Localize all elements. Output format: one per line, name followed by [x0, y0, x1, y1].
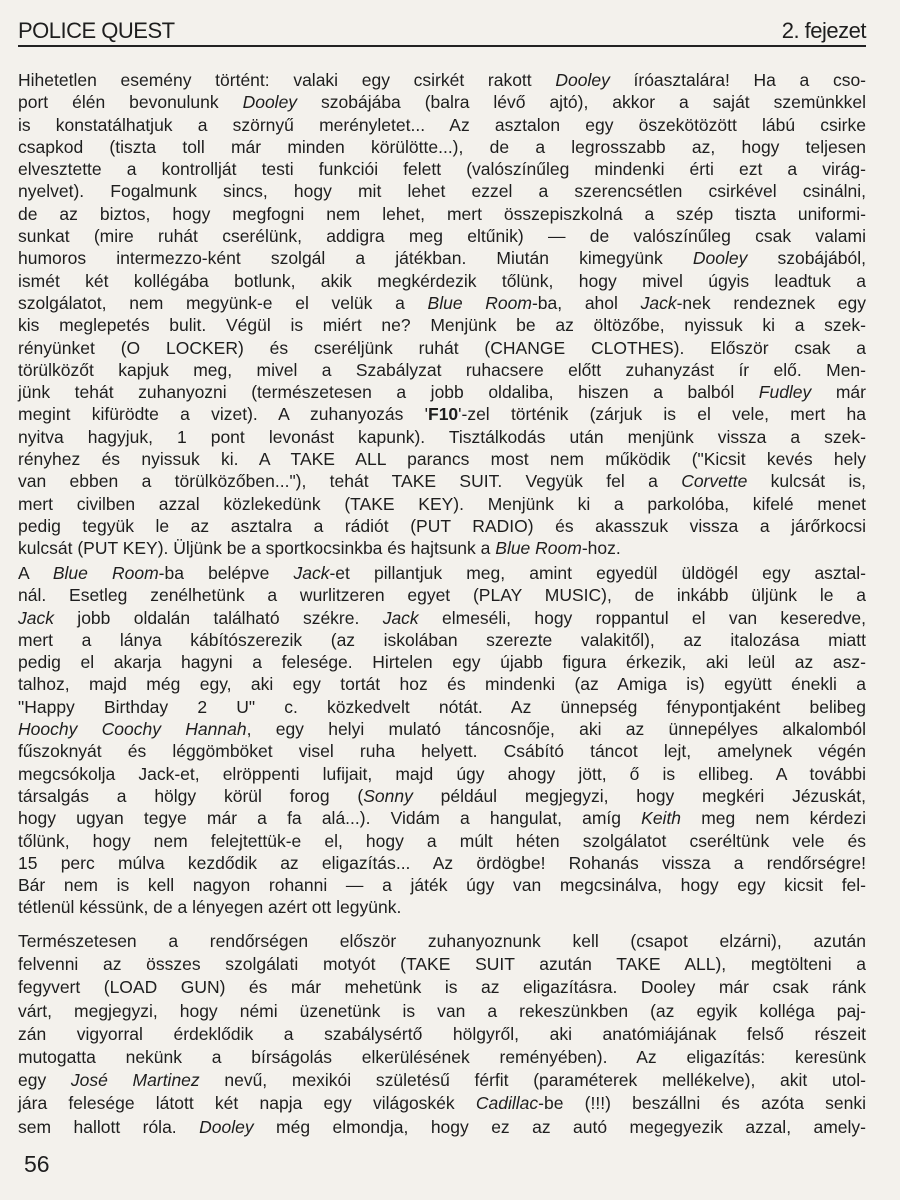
text-line: [18, 292, 866, 314]
italic-text: José Martinez: [70, 1070, 200, 1091]
text-line: [18, 270, 866, 292]
running-title: POLICE QUEST: [18, 18, 175, 43]
text-run: 15 perc múlva kezdődik az eligazítás... Az ördögbe! Rohanás vissza a rendőrségre!: [18, 852, 866, 873]
text-run: felvenni az összes szolgálati motyót (TAKE SUIT azután TAKE ALL), megtölteni a: [18, 954, 866, 975]
text-run: de az biztos, hogy megfogni nem lehet, mert összepiszkolná a szép tiszta uniformi-: [18, 203, 866, 224]
chapter-label: 2. fejezet: [781, 18, 866, 43]
italic-text: Jack: [293, 563, 330, 583]
text-line: [18, 225, 866, 247]
text-run: már: [811, 382, 866, 403]
text-line: [18, 247, 866, 269]
text-run: -et pillantjuk meg, amint egyedül üldögél egy asztal-: [329, 563, 866, 583]
text-line: [18, 337, 866, 359]
italic-text: Fudley: [758, 382, 812, 403]
text-run: Hihetetlen esemény történt: valaki egy csirkét rakott: [18, 70, 556, 90]
italic-text: Dooley: [555, 70, 610, 90]
italic-text: Blue Room: [427, 292, 532, 313]
text-run: sem hallott róla.: [18, 1116, 200, 1137]
text-line: [18, 1023, 866, 1046]
text-run: még elmondja, hogy ez az autó megegyezik azzal, amely-: [253, 1116, 866, 1137]
text-line: [18, 1092, 866, 1115]
text-run: , egy helyi mulató táncosnője, aki az ünnepélyes alkalomból: [246, 719, 866, 740]
text-run: mert civilben azzal közlekedünk (TAKE KEY). Menjünk ki a parkolóba, kifelé menet: [18, 493, 866, 514]
italic-text: Blue Room: [495, 538, 582, 559]
text-line: [18, 448, 866, 470]
text-run: tőlünk, hogy nem felejtettük-e el, hogy a múlt héten szolgálatot cseréltünk vele és: [18, 830, 866, 851]
text-line: [18, 203, 866, 225]
text-run: nyelvet). Fogalmunk sincs, hogy mit lehet ezzel a szerencsétlen csirkével csinálni,: [18, 181, 866, 202]
italic-text: Jack: [382, 607, 419, 628]
text-run: csapkod (tiszta toll már minden körülötte...), de a legrosszabb az, hogy teljesen: [18, 136, 866, 157]
text-run: meg nem kérdezi: [681, 808, 867, 829]
italic-text: Sonny: [363, 785, 413, 806]
text-run: humoros intermezzo-ként szolgál a játékban. Miután kimegyünk: [18, 248, 693, 269]
text-run: nál. Esetleg zenélhetünk a wurlitzeren egyet (PLAY MUSIC), de inkább üljünk le a: [18, 585, 866, 606]
text-run: pedig tegyük le az asztalra a rádiót (PUT RADIO) és akasszuk vissza a járőrkocsi: [18, 515, 866, 536]
italic-text: Keith: [641, 808, 682, 829]
text-run: pedig el akarja hagyni a felesége. Hirtelen egy újabb figura érkezik, aki leül az asz-: [18, 652, 866, 673]
text-run: -nek rendeznek egy: [676, 292, 866, 313]
text-run: elvesztette a kontrollját testi funkciói felett (valószínűleg mindenki érti ezt a virág-: [18, 159, 866, 180]
text-run: elmeséli, hogy roppantul el van keseredve,: [418, 607, 867, 628]
text-run: -hoz.: [581, 538, 621, 559]
italic-text: Hoochy Coochy Hannah: [18, 719, 247, 740]
text-run: fegyvert (LOAD GUN) és már mehetünk is az eligazításra. Dooley már csak ránk: [18, 977, 866, 998]
text-run: rényünket (O LOCKER) és cseréljünk ruhát (CHANGE CLOTHES). Először csak a: [18, 337, 866, 358]
italic-text: Jack: [640, 292, 677, 313]
text-run: törülközőt kapjuk meg, mivel a Szabályzat ruhacsere előtt zuhanyzást ír elő. Men-: [18, 359, 866, 380]
text-run: szobájából,: [747, 248, 867, 269]
text-line: [18, 515, 866, 537]
paragraph-3: [18, 930, 866, 1139]
text-line: [18, 740, 866, 762]
text-run: kulcsát (PUT KEY). Üljünk be a sportkocsinkba és hajtsunk a: [18, 538, 496, 559]
text-line: [18, 1000, 866, 1023]
text-run: mert a lánya kábítószerezik (az iskolában szerezte valakitől), az italozása miatt: [18, 629, 866, 650]
text-run: rényhez és nyissuk ki. A TAKE ALL parancs most nem működik ("Kicsit kevés hely: [18, 449, 866, 470]
text-line: [18, 91, 866, 113]
text-run: jünk tehát zuhanyozni (természetesen a jobb oldaliba, hiszen a balból: [18, 382, 759, 403]
text-run: -ba belépve: [158, 563, 294, 583]
text-line: [18, 1069, 866, 1092]
text-line: [18, 718, 866, 740]
text-run: megint kifürödte a vizet). A zuhanyozás ': [18, 404, 428, 425]
text-line: [18, 976, 866, 999]
italic-text: Dooley: [692, 248, 748, 269]
text-line: [18, 180, 866, 202]
text-run: tétlenül késsünk, de a lényegen azért ott legyünk.: [18, 897, 402, 918]
text-run: jára felesége látott két napja egy világoskék: [18, 1093, 476, 1114]
text-line: [18, 381, 866, 403]
text-line: [18, 537, 866, 559]
paragraph-1: [18, 69, 866, 560]
text-run: íróasztalára! Ha a cso-: [609, 70, 867, 90]
text-run: is konstatálhatjuk a szörnyű merényletet... Az asztalon egy öszekötözött lábú csirke: [18, 114, 866, 135]
page-number: 56: [24, 1151, 50, 1177]
italic-text: Blue Room: [52, 563, 159, 583]
text-run: A: [18, 563, 53, 583]
text-run: van ebben a törülközőben..."), tehát TAKE SUIT. Vegyük fel a: [18, 471, 682, 492]
bold-text: F10: [428, 404, 459, 425]
text-run: '-zel történik (zárjuk is el vele, mert ha: [458, 404, 866, 425]
italic-text: Dooley: [199, 1116, 254, 1137]
text-line: [18, 314, 866, 336]
italic-text: Corvette: [681, 471, 748, 492]
text-line: [18, 607, 866, 629]
text-line: [18, 696, 866, 718]
text-run: nevű, mexikói születésű férfit (paraméterek mellékelve), akit utol-: [199, 1070, 866, 1091]
italic-text: Jack: [18, 607, 54, 628]
text-run: ismét két kollégába botlunk, akik megkérdezik tőlünk, hogy mivel úgyis leadtuk a: [18, 270, 866, 291]
text-line: [18, 830, 866, 852]
text-run: talhoz, majd még egy, aki egy tortát hoz és mindenki (az Amiga is) együtt énekli a: [18, 674, 866, 695]
text-run: társalgás a hölgy körül forog (: [18, 785, 364, 806]
text-line: [18, 426, 866, 448]
text-line: [18, 874, 866, 896]
text-line: [18, 673, 866, 695]
text-run: hogy ugyan tegye már a fa alá...). Vidám a hangulat, amíg: [18, 808, 642, 829]
text-line: [18, 896, 866, 918]
paragraph-2: [18, 562, 866, 919]
text-run: Bár nem is kell nagyon rohanni — a játék úgy van megcsinálva, hogy egy kicsit fel-: [18, 875, 866, 896]
text-run: port élén bevonulunk: [18, 92, 243, 113]
text-run: várt, megjegyzi, hogy némi üzenetünk is van a rekeszünkben (az egyik kolléga paj-: [18, 1000, 866, 1021]
text-run: kulcsát is,: [747, 471, 866, 492]
text-line: [18, 158, 866, 180]
italic-text: Dooley: [242, 92, 298, 113]
text-run: megcsókolja Jack-et, elröppenti lufijait, majd úgy ahogy jött, ő is ellibeg. A további: [18, 763, 866, 784]
text-line: [18, 807, 866, 829]
text-run: sunkat (mire ruhát cserélünk, addigra meg eltűnik) — de valószínűleg csak valami: [18, 226, 866, 247]
text-line: [18, 359, 866, 381]
text-run: -be (!!!) beszállni és azóta senki: [538, 1093, 866, 1114]
text-line: [18, 953, 866, 976]
text-line: [18, 785, 866, 807]
text-line: [18, 493, 866, 515]
text-run: nyitva hagyjuk, 1 pont levonást kapunk). Tisztálkodás után menjünk vissza a szek-: [18, 426, 866, 447]
text-run: kis meglepetés bulit. Végül is miért ne? Menjünk be az öltözőbe, nyissuk ki a szek-: [18, 315, 866, 336]
text-line: [18, 470, 866, 492]
text-run: Természetesen a rendőrségen először zuhanyoznunk kell (csapot elzárni), azután: [18, 931, 866, 951]
text-run: egy: [18, 1070, 71, 1091]
text-run: "Happy Birthday 2 U" c. közkedvelt nótát. Az ünnepség fénypontjaként belibeg: [18, 696, 866, 717]
text-run: zán vigyorral érdeklődik a szabálysértő hölgyről, aki anatómiájának felső részeit: [18, 1023, 866, 1044]
text-run: jobb oldalán található székre.: [53, 607, 383, 628]
page-header: [18, 18, 866, 47]
text-line: [18, 562, 866, 584]
text-line: [18, 763, 866, 785]
text-line: [18, 852, 866, 874]
text-line: [18, 136, 866, 158]
text-run: például megjegyzi, hogy megkéri Jézuskát,: [412, 785, 866, 806]
text-line: [18, 1046, 866, 1069]
text-line: [18, 651, 866, 673]
text-line: [18, 1116, 866, 1139]
text-line: [18, 403, 866, 425]
text-line: [18, 114, 866, 136]
text-run: mutogatta nekünk a bírságolás elkerülésének reményében). Az eligazítás: keresünk: [18, 1046, 866, 1067]
text-line: [18, 584, 866, 606]
text-run: fűszoknyát és léggömböket visel ruha helyett. Csábító táncot lejt, amelynek végén: [18, 741, 866, 762]
text-run: szobájába (balra lévő ajtó), akkor a saját szemünkkel: [297, 92, 866, 113]
italic-text: Cadillac: [475, 1093, 539, 1114]
text-run: szolgálatot, nem megyünk-e el velük a: [18, 292, 428, 313]
text-run: -ba, ahol: [531, 292, 641, 313]
text-line: [18, 69, 866, 91]
text-line: [18, 629, 866, 651]
text-line: [18, 930, 866, 953]
